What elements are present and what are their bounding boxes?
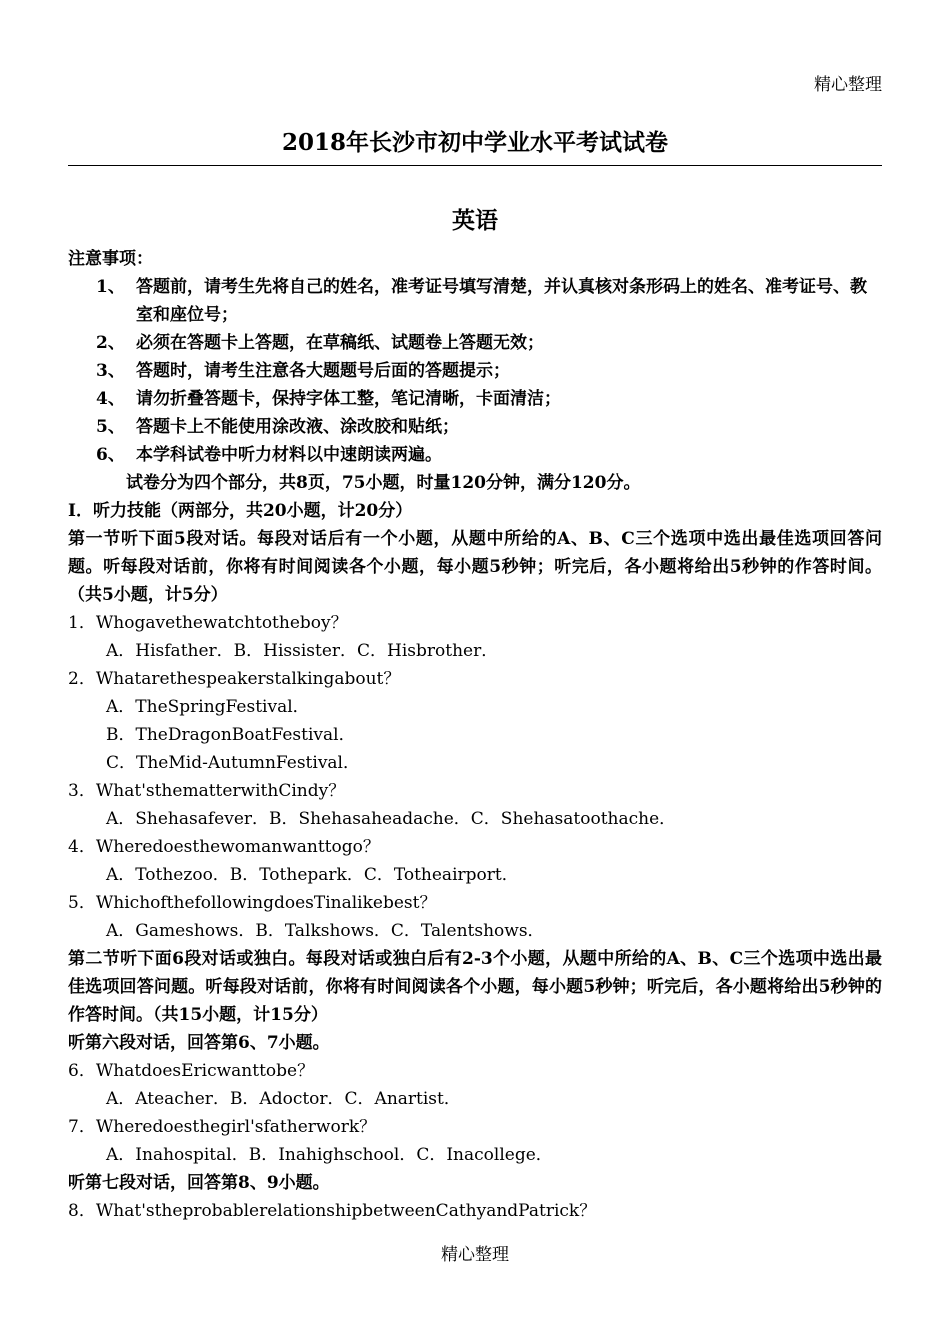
question-5-options: A．Gameshows．B．Talkshows．C．Talentshows． xyxy=(106,921,545,941)
question-4: 4．Wheredoesthewomanwanttogo？ xyxy=(68,837,380,857)
notice-text: 请勿折叠答题卡，保持字体工整，笔记清晰，卡面清洁； xyxy=(136,389,561,409)
notice-item xyxy=(68,385,882,413)
exam-title: 2018年长沙市初中学业水平考试试卷 xyxy=(281,129,668,156)
question-2-option-a: A．TheSpringFestival． xyxy=(106,697,310,717)
question-6: 6．WhatdoesEricwanttobe？ xyxy=(68,1061,315,1081)
section2-intro: 第二节听下面6段对话或独白。每段对话或独白后有2-3个小题，从题中所给的A、B、C三个选项中选出最佳选项回答问题。听每段对话前，你将有时间阅读各个小题，每小题5秒钟；听完后，各小题将给出5秒钟的作答时间。（共15小题，计15分） xyxy=(68,949,882,1025)
notice-number: 5、 xyxy=(96,417,125,437)
question-2: 2．Whatarethespeakerstalkingabout？ xyxy=(68,669,401,689)
exam-content xyxy=(68,245,882,1225)
notice-number: 6、 xyxy=(96,445,125,465)
notice-number: 3、 xyxy=(96,361,125,381)
notice-item xyxy=(68,441,882,469)
subject-title: 英语 xyxy=(452,207,498,234)
dialogue7-heading: 听第七段对话，回答第8、9小题。 xyxy=(68,1173,330,1193)
question-7-options: A．Inahospital．B．Inahighschool．C．Inacollege． xyxy=(106,1145,553,1165)
question-2-option-c: C．TheMid-AutumnFestival． xyxy=(106,753,360,773)
question-3: 3．What'sthematterwithCindy？ xyxy=(68,781,346,801)
footer-note: 精心整理 xyxy=(441,1245,509,1265)
dialogue6-heading: 听第六段对话，回答第6、7小题。 xyxy=(68,1033,330,1053)
notice-heading: 注意事项： xyxy=(68,249,153,269)
question-4-options: A．Tothezoo．B．Tothepark．C．Totheairport． xyxy=(106,865,519,885)
question-1-options: A．Hisfather．B．Hissister．C．Hisbrother． xyxy=(106,641,499,661)
header-note: 精心整理 xyxy=(814,75,882,95)
notice-text: 必须在答题卡上答题，在草稿纸、试题卷上答题无效； xyxy=(136,333,544,353)
question-5: 5．WhichofthefollowingdoesTinalikebest？ xyxy=(68,893,437,913)
notice-item xyxy=(68,413,882,441)
question-3-options: A．Shehasafever．B．Shehasaheadache．C．Shehasatoothache． xyxy=(106,809,677,829)
title-divider xyxy=(68,165,882,166)
notice-item xyxy=(68,329,882,357)
question-7: 7．Wheredoesthegirl'sfatherwork？ xyxy=(68,1117,377,1137)
section1-intro: 第一节听下面5段对话。每段对话后有一个小题，从题中所给的A、B、C三个选项中选出最佳选项回答问题。听每段对话前，你将有时间阅读各个小题，每小题5秒钟；听完后，各小题将给出5秒钟的作答时间。（共5小题，计5分） xyxy=(68,529,882,605)
notice-text: 答题前，请考生先将自己的姓名，准考证号填写清楚，并认真核对条形码上的姓名、准考证号、教室和座位号； xyxy=(136,277,867,325)
part1-heading: Ⅰ．听力技能（两部分，共20小题，计20分） xyxy=(68,501,413,521)
notice-item xyxy=(68,357,882,385)
notice-number: 1、 xyxy=(96,277,125,297)
question-2-option-b: B．TheDragonBoatFestival． xyxy=(106,725,356,745)
question-8: 8．What'stheprobablerelationshipbetweenCathyandPatrick？ xyxy=(68,1201,597,1221)
notice-text: 答题时，请考生注意各大题题号后面的答题提示； xyxy=(136,361,510,381)
notice-text: 答题卡上不能使用涂改液、涂改胶和贴纸； xyxy=(136,417,459,437)
question-6-options: A．Ateacher．B．Adoctor．C．Anartist． xyxy=(106,1089,461,1109)
paper-info: 试卷分为四个部分，共8页，75小题，时量120分钟，满分120分。 xyxy=(126,473,641,493)
question-1: 1．Whogavethewatchtotheboy？ xyxy=(68,613,348,633)
notice-number: 4、 xyxy=(96,389,125,409)
notice-number: 2、 xyxy=(96,333,125,353)
notice-text: 本学科试卷中听力材料以中速朗读两遍。 xyxy=(136,445,442,465)
notice-item xyxy=(68,273,882,329)
